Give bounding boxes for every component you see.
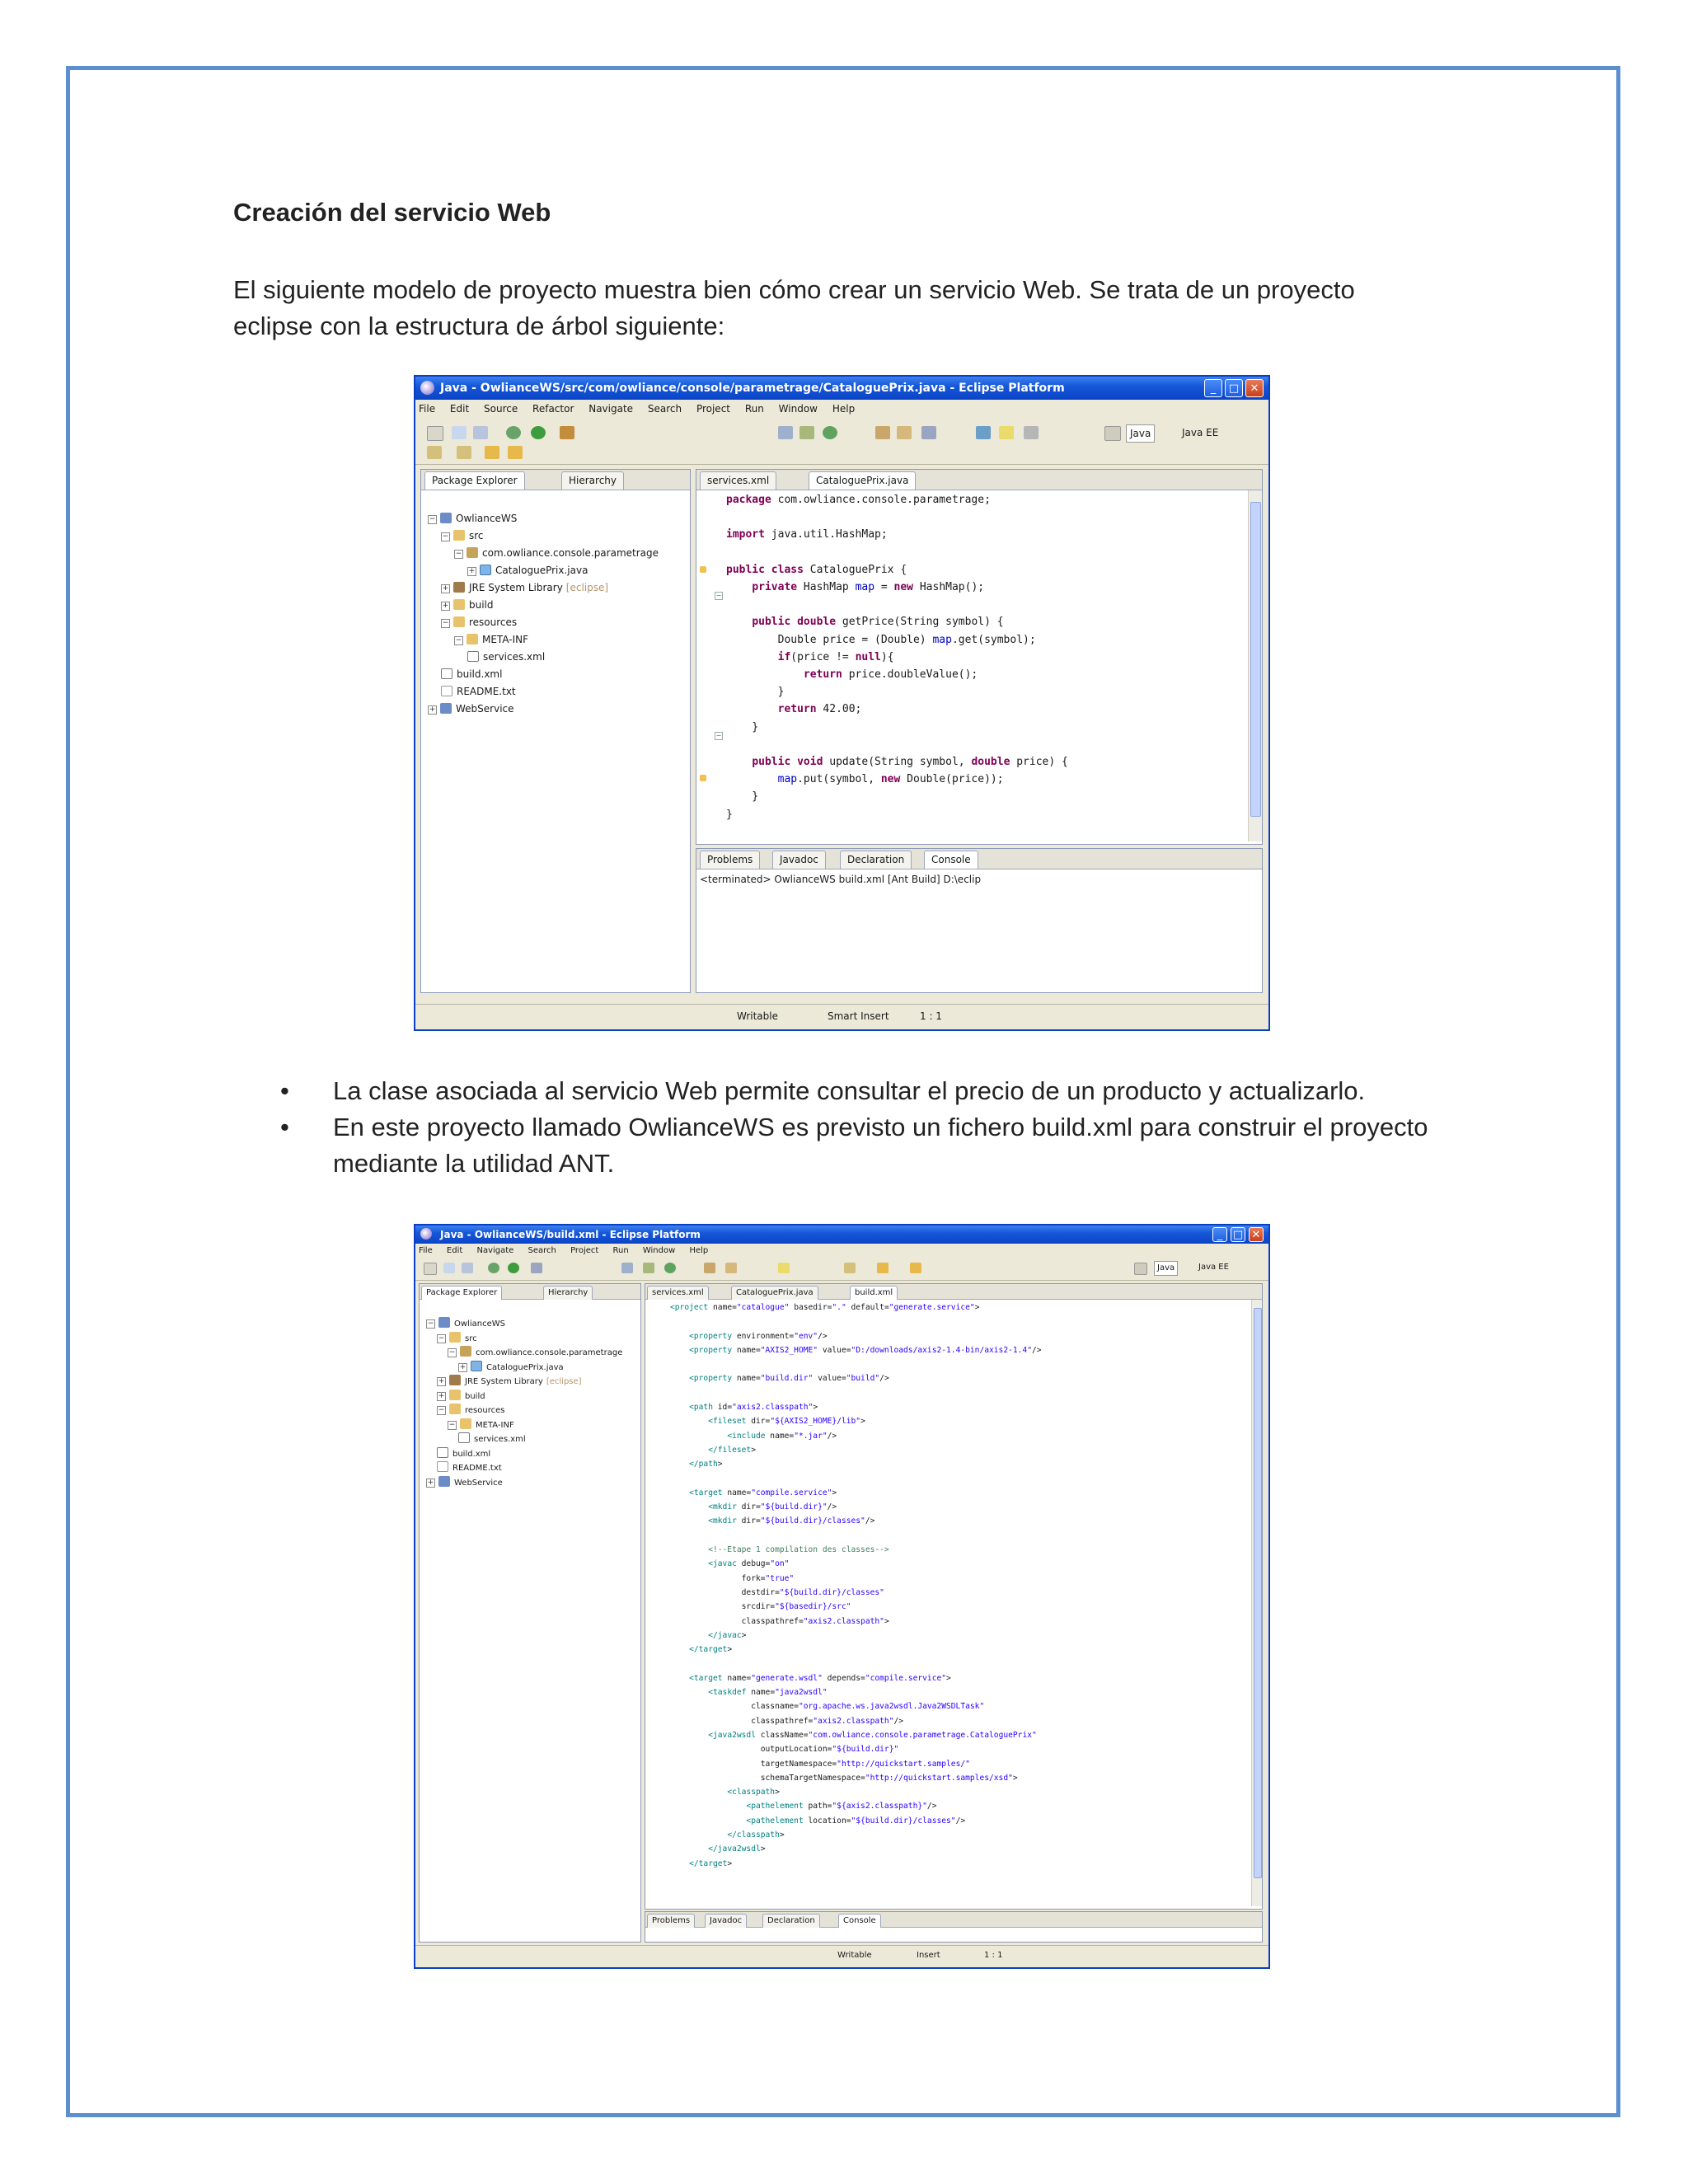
- tree-item[interactable]: [426, 1317, 505, 1332]
- tree-item-label: com.owliance.console.parametrage: [476, 1348, 623, 1357]
- window-title-bar: [415, 1226, 1268, 1244]
- menu-search[interactable]: Search: [647, 403, 682, 415]
- xml-file-icon: [458, 1432, 470, 1443]
- debug-icon[interactable]: [506, 426, 521, 439]
- code-line: }: [726, 808, 733, 821]
- code-line: map.put(symbol, new Double(price));: [777, 773, 1004, 786]
- status-bar: [415, 1004, 1268, 1029]
- menu-window[interactable]: Window: [642, 1246, 676, 1255]
- code-line: outputLocation="${build.dir}": [670, 1745, 899, 1755]
- code-line: <project name="catalogue" basedir="." default="generate.service">: [670, 1303, 980, 1312]
- text-file-icon: [441, 686, 452, 696]
- bullet-item: • La clase asociada al servicio Web permite consultar el precio de un producto y actualizarlo.: [280, 1073, 1475, 1109]
- code-line: </classpath>: [727, 1830, 785, 1840]
- package-icon: [467, 547, 478, 558]
- fold-icon[interactable]: −: [715, 592, 722, 599]
- open-perspective-icon[interactable]: [1104, 426, 1121, 441]
- new-package-icon[interactable]: [643, 1263, 654, 1273]
- tree-item[interactable]: [441, 667, 502, 682]
- tree-item-label: resources: [469, 616, 518, 628]
- code-line: classpathref="axis2.classpath"/>: [670, 1716, 904, 1726]
- code-line: </javac>: [708, 1630, 747, 1640]
- run-icon[interactable]: [508, 1263, 519, 1273]
- code-line: <taskdef name="java2wsdl": [708, 1688, 828, 1698]
- warning-marker-icon: [700, 566, 706, 573]
- console-pane: [696, 848, 1263, 993]
- project-icon: [438, 1476, 450, 1487]
- tree-item[interactable]: [454, 546, 659, 560]
- tab-hierarchy[interactable]: Hierarchy: [561, 471, 624, 490]
- menu-search[interactable]: Search: [528, 1246, 556, 1255]
- tree-item-label: WebService: [456, 703, 514, 715]
- new-package-icon[interactable]: [799, 426, 814, 439]
- open-resource-icon[interactable]: [897, 426, 912, 439]
- code-line: return price.doubleValue();: [803, 668, 978, 682]
- code-line: </target>: [689, 1645, 733, 1655]
- code-line: <classpath>: [727, 1788, 780, 1797]
- code-line: <property name="AXIS2_HOME" value="D:/downloads/axis2-1.4-bin/axis2-1.4"/>: [689, 1345, 1042, 1355]
- tree-item-label: build.xml: [457, 668, 503, 680]
- project-icon: [440, 513, 452, 523]
- project-icon: [440, 703, 452, 714]
- code-line: import java.util.HashMap;: [726, 528, 888, 541]
- tree-item-label: OwlianceWS: [456, 513, 518, 524]
- tree-expander-icon[interactable]: −: [442, 532, 449, 541]
- tab-package-explorer[interactable]: Package Explorer: [424, 471, 525, 490]
- external-tools-icon[interactable]: [560, 426, 574, 439]
- xml-file-icon: [437, 1447, 448, 1458]
- menu-project[interactable]: Project: [696, 403, 730, 415]
- code-line: [670, 1386, 1042, 1400]
- tab-services-xml[interactable]: services.xml: [700, 471, 776, 490]
- menu-file[interactable]: File: [419, 1246, 433, 1255]
- code-line: [670, 1472, 1042, 1486]
- tree-item[interactable]: [441, 528, 484, 543]
- next-annotation-icon[interactable]: [844, 1263, 856, 1273]
- tree-item[interactable]: [448, 1418, 514, 1433]
- code-line: <!--Etape 1 compilation des classes-->: [670, 1545, 889, 1555]
- folder-icon: [449, 1332, 461, 1343]
- search-icon[interactable]: [531, 1263, 542, 1273]
- code-line: targetNamespace="http://quickstart.samples/": [670, 1759, 970, 1769]
- tree-item-label: README.txt: [457, 686, 516, 697]
- menu-navigate[interactable]: Navigate: [588, 403, 634, 415]
- code-line: if(price != null){: [777, 650, 894, 663]
- code-line: fork="true": [670, 1573, 795, 1583]
- menu-run[interactable]: Run: [744, 403, 764, 415]
- project-icon: [438, 1317, 450, 1328]
- tab-package-explorer[interactable]: Package Explorer: [421, 1286, 502, 1300]
- tab-build-xml[interactable]: build.xml: [850, 1286, 898, 1300]
- tree-item-label: src: [465, 1333, 477, 1343]
- code-line: private HashMap map = new HashMap();: [752, 581, 985, 594]
- highlight-icon[interactable]: [999, 426, 1014, 439]
- new-icon[interactable]: [424, 1263, 437, 1275]
- back-icon[interactable]: [485, 446, 499, 459]
- menu-navigate[interactable]: Navigate: [476, 1246, 514, 1255]
- code-line: return 42.00;: [777, 703, 862, 716]
- folder-icon: [453, 530, 465, 541]
- tree-item-label: com.owliance.console.parametrage: [482, 547, 659, 559]
- code-line: [726, 544, 1068, 561]
- tree-expander-icon[interactable]: −: [442, 619, 449, 627]
- package-explorer-pane: [420, 469, 691, 993]
- maximize-icon[interactable]: □: [1225, 379, 1243, 397]
- tree-expander-icon[interactable]: +: [429, 705, 436, 714]
- close-icon[interactable]: ✕: [1245, 379, 1264, 397]
- package-explorer-pane: [419, 1283, 641, 1943]
- intro-paragraph: El siguiente modelo de proyecto muestra bien cómo crear un servicio Web. Se trata de un proyecto eclipse con la estructura de árbol siguiente:: [233, 275, 1355, 340]
- tab-catalogueprix-java[interactable]: CataloguePrix.java: [731, 1286, 818, 1300]
- tree-expander-icon[interactable]: −: [438, 1333, 445, 1343]
- tree-item-label: resources: [465, 1406, 505, 1415]
- status-writable: Writable: [737, 1010, 778, 1022]
- tree-item-label: services.xml: [474, 1435, 526, 1444]
- tree-item-label: META-INF: [482, 634, 529, 645]
- menu-window[interactable]: Window: [778, 403, 818, 415]
- perspective-java[interactable]: Java: [1126, 424, 1155, 443]
- tree-item-label: build: [465, 1391, 485, 1401]
- annotation-nav-icon[interactable]: [427, 446, 442, 459]
- window-title-bar: [415, 377, 1268, 400]
- tree-item[interactable]: [437, 1404, 504, 1418]
- main-toolbar: [415, 1258, 1268, 1281]
- bullet-list: [280, 1073, 1475, 1182]
- code-line: <pathelement path="${axis2.classpath}"/>: [746, 1802, 937, 1811]
- window-title: Java - OwlianceWS/build.xml - Eclipse Platform: [440, 1229, 701, 1240]
- new-class-icon[interactable]: [664, 1263, 676, 1273]
- menu-source[interactable]: Source: [484, 403, 518, 415]
- tree-expander-icon[interactable]: −: [448, 1348, 456, 1357]
- console-status-text: <terminated> OwlianceWS build.xml [Ant Build] D:\eclip: [700, 874, 982, 885]
- eclipse-app-icon: [420, 381, 434, 395]
- status-bar: [415, 1945, 1268, 1967]
- tab-declaration[interactable]: Declaration: [840, 851, 912, 869]
- code-line: <target name="generate.wsdl" depends="compile.service">: [689, 1673, 951, 1683]
- java-file-icon: [480, 565, 491, 575]
- code-line: <include name="*.jar"/>: [727, 1431, 837, 1441]
- folder-icon: [449, 1390, 461, 1400]
- tree-item-label: services.xml: [483, 651, 546, 663]
- print-icon[interactable]: [462, 1263, 473, 1273]
- code-line: <path id="axis2.classpath">: [689, 1403, 818, 1413]
- open-folder-icon[interactable]: [704, 1263, 715, 1273]
- tree-item[interactable]: [426, 1476, 503, 1491]
- folder-icon: [449, 1404, 461, 1414]
- tab-problems[interactable]: Problems: [700, 851, 760, 869]
- tab-catalogueprix-java[interactable]: CataloguePrix.java: [809, 471, 916, 490]
- bottom-views-pane: [645, 1911, 1263, 1943]
- tree-item[interactable]: [441, 598, 494, 612]
- run-icon[interactable]: [531, 426, 546, 439]
- back-icon[interactable]: [877, 1263, 889, 1273]
- status-cursor-position: 1 : 1: [984, 1951, 1003, 1960]
- tab-console[interactable]: Console: [924, 851, 978, 869]
- debug-icon[interactable]: [488, 1263, 499, 1273]
- tab-console[interactable]: Console: [838, 1914, 881, 1928]
- tree-item-label: build.xml: [452, 1449, 491, 1459]
- tree-expander-icon[interactable]: +: [442, 602, 449, 610]
- xml-file-icon: [467, 651, 479, 662]
- code-line: </target>: [689, 1858, 733, 1868]
- warning-marker-icon: [700, 775, 706, 781]
- eclipse-window-java-editor: [414, 375, 1270, 1031]
- code-line: }: [726, 720, 759, 733]
- maximize-icon[interactable]: □: [1231, 1227, 1245, 1242]
- perspective-java-ee[interactable]: Java EE: [1198, 1263, 1229, 1272]
- tree-item[interactable]: [428, 701, 514, 716]
- menu-help[interactable]: Help: [689, 1246, 709, 1255]
- tree-item[interactable]: [458, 1432, 526, 1447]
- tab-hierarchy[interactable]: Hierarchy: [543, 1286, 593, 1300]
- tree-expander-icon[interactable]: −: [438, 1406, 445, 1414]
- section-heading: Creación del servicio Web: [233, 198, 551, 227]
- close-icon[interactable]: ✕: [1249, 1227, 1264, 1242]
- tree-item-suffix: [eclipse]: [565, 582, 609, 593]
- tab-javadoc[interactable]: Javadoc: [705, 1914, 747, 1928]
- editor-scrollbar[interactable]: [1251, 1300, 1262, 1906]
- code-line: <java2wsdl className="com.owliance.console.parametrage.CataloguePrix": [708, 1730, 1037, 1740]
- xml-code: [670, 1301, 1042, 1871]
- open-perspective-icon[interactable]: [1134, 1263, 1147, 1275]
- search-icon[interactable]: [921, 426, 936, 439]
- tree-item-label: src: [469, 530, 484, 541]
- code-line: [670, 1357, 1042, 1371]
- code-line: }: [726, 686, 785, 699]
- print-icon[interactable]: [473, 426, 488, 439]
- open-type-icon[interactable]: [621, 1263, 633, 1273]
- tree-item-suffix: [eclipse]: [546, 1377, 582, 1386]
- code-line: public double getPrice(String symbol) {: [752, 616, 1004, 629]
- eclipse-app-icon: [420, 1228, 432, 1240]
- bullet-item: • En este proyecto llamado OwlianceWS es previsto un fichero build.xml para construir el proyecto mediante la utilidad ANT.: [280, 1109, 1475, 1182]
- code-line: <javac debug="on": [708, 1559, 790, 1569]
- code-line: classname="org.apache.ws.java2wsdl.Java2WSDLTask": [670, 1702, 985, 1712]
- menu-file[interactable]: File: [419, 403, 436, 415]
- code-line: [726, 596, 1068, 613]
- tree-item[interactable]: [437, 1332, 477, 1347]
- open-type-icon[interactable]: [778, 426, 793, 439]
- tree-item[interactable]: [467, 563, 588, 578]
- toggle-mark-icon[interactable]: [976, 426, 991, 439]
- tree-item-label: META-INF: [476, 1420, 514, 1430]
- code-line: [726, 509, 1068, 526]
- code-line: <mkdir dir="${build.dir}/classes"/>: [708, 1516, 875, 1526]
- tree-item-label: JRE System Library: [469, 582, 563, 593]
- code-line: [670, 1529, 1042, 1543]
- status-writable: Writable: [837, 1951, 872, 1960]
- tree-item[interactable]: [448, 1346, 622, 1361]
- tree-item[interactable]: [441, 615, 517, 630]
- code-line: <fileset dir="${AXIS2_HOME}/lib">: [708, 1417, 865, 1427]
- code-line: [670, 1315, 1042, 1329]
- tree-item[interactable]: [437, 1461, 502, 1476]
- next-annotation-icon[interactable]: [457, 446, 471, 459]
- folder-icon: [453, 616, 465, 627]
- status-cursor-position: 1 : 1: [920, 1010, 942, 1022]
- code-line: </path>: [689, 1460, 723, 1469]
- library-icon: [453, 582, 465, 593]
- status-insert-mode: Smart Insert: [828, 1010, 889, 1022]
- forward-icon[interactable]: [910, 1263, 921, 1273]
- save-icon[interactable]: [443, 1263, 455, 1273]
- tree-item-label: JRE System Library: [465, 1377, 543, 1386]
- minimize-icon[interactable]: _: [1204, 379, 1222, 397]
- folder-icon: [453, 599, 465, 610]
- code-line: package com.owliance.console.parametrage;: [726, 494, 991, 506]
- tree-expander-icon[interactable]: −: [455, 550, 462, 558]
- xml-file-icon: [441, 668, 452, 679]
- code-line: <property environment="env"/>: [689, 1331, 828, 1341]
- tree-item-label: WebService: [454, 1478, 503, 1488]
- tree-item[interactable]: [454, 632, 528, 647]
- library-icon: [449, 1375, 461, 1385]
- window-title: Java - OwlianceWS/src/com/owliance/console/parametrage/CataloguePrix.java - Eclipse Platform: [440, 382, 1065, 395]
- eclipse-window-build-xml: [414, 1224, 1270, 1969]
- code-line: public class CataloguePrix {: [726, 563, 907, 576]
- tree-expander-icon[interactable]: −: [455, 636, 462, 644]
- tree-expander-icon[interactable]: −: [429, 515, 436, 523]
- code-line: srcdir="${basedir}/src": [670, 1602, 851, 1612]
- highlight-icon[interactable]: [778, 1263, 790, 1273]
- editor-pane: [645, 1283, 1263, 1910]
- tree-item-label: README.txt: [452, 1464, 502, 1473]
- menu-help[interactable]: Help: [832, 403, 856, 415]
- tree-expander-icon[interactable]: +: [459, 1362, 467, 1371]
- code-line: <target name="compile.service">: [689, 1488, 837, 1497]
- menu-edit[interactable]: Edit: [449, 403, 470, 415]
- menu-edit[interactable]: Edit: [446, 1246, 463, 1255]
- java-code: [726, 491, 1068, 823]
- tree-expander-icon[interactable]: +: [438, 1391, 445, 1400]
- text-file-icon: [437, 1461, 448, 1472]
- tree-expander-icon[interactable]: +: [442, 584, 449, 593]
- tab-declaration[interactable]: Declaration: [762, 1914, 820, 1928]
- tree-item-label: CataloguePrix.java: [486, 1362, 564, 1372]
- new-class-icon[interactable]: [823, 426, 837, 439]
- code-line: destdir="${build.dir}/classes": [670, 1587, 884, 1597]
- perspective-java[interactable]: Java: [1154, 1261, 1178, 1276]
- tree-item[interactable]: [467, 649, 545, 664]
- code-line: <mkdir dir="${build.dir}"/>: [708, 1502, 837, 1512]
- forward-icon[interactable]: [508, 446, 523, 459]
- tree-item-label: CataloguePrix.java: [495, 565, 588, 576]
- minimize-icon[interactable]: _: [1212, 1227, 1227, 1242]
- editor-scrollbar[interactable]: [1248, 490, 1262, 841]
- tree-expander-icon[interactable]: +: [468, 567, 476, 575]
- tree-item[interactable]: [441, 684, 516, 699]
- folder-icon: [460, 1418, 471, 1429]
- open-resource-icon[interactable]: [725, 1263, 737, 1273]
- code-line: </java2wsdl>: [708, 1844, 766, 1854]
- menu-refactor[interactable]: Refactor: [532, 403, 574, 415]
- java-file-icon: [471, 1361, 482, 1371]
- tree-item[interactable]: [441, 580, 608, 595]
- menu-run[interactable]: Run: [612, 1246, 629, 1255]
- perspective-java-ee[interactable]: Java EE: [1182, 427, 1219, 438]
- menu-project[interactable]: Project: [570, 1246, 599, 1255]
- tree-item-label: build: [469, 599, 494, 611]
- code-line: <property name="build.dir" value="build"/>: [689, 1374, 889, 1384]
- menu-bar: [415, 400, 1268, 418]
- code-line: [726, 736, 1068, 753]
- code-line: public void update(String symbol, double price) {: [752, 756, 1068, 769]
- code-line: [670, 1657, 1042, 1671]
- tree-item-label: OwlianceWS: [454, 1319, 505, 1329]
- package-icon: [460, 1346, 471, 1357]
- fold-icon[interactable]: −: [715, 732, 722, 739]
- tab-javadoc[interactable]: Javadoc: [772, 851, 826, 869]
- tree-item[interactable]: [437, 1390, 485, 1404]
- tab-services-xml[interactable]: services.xml: [647, 1286, 709, 1300]
- code-line: classpathref="axis2.classpath">: [670, 1616, 889, 1626]
- folder-icon: [467, 634, 478, 644]
- tree-item[interactable]: [458, 1361, 564, 1376]
- pin-icon[interactable]: [1024, 426, 1039, 439]
- new-icon[interactable]: [427, 426, 443, 441]
- code-line: }: [726, 790, 759, 804]
- code-line: Double price = (Double) map.get(symbol);: [726, 633, 1036, 646]
- main-toolbar: [415, 418, 1268, 465]
- status-insert-mode: Insert: [917, 1951, 940, 1960]
- tree-expander-icon[interactable]: +: [438, 1377, 445, 1385]
- code-line: <pathelement location="${build.dir}/classes"/>: [746, 1816, 966, 1825]
- editor-pane: [696, 469, 1263, 845]
- menu-bar: [415, 1244, 1268, 1258]
- tree-expander-icon[interactable]: −: [448, 1420, 456, 1429]
- tree-expander-icon[interactable]: −: [427, 1319, 434, 1328]
- tree-expander-icon[interactable]: +: [427, 1478, 434, 1487]
- tree-item[interactable]: [428, 511, 517, 526]
- tree-item[interactable]: [437, 1447, 490, 1462]
- tree-item[interactable]: [437, 1375, 582, 1390]
- code-line: </fileset>: [708, 1445, 756, 1455]
- code-line: schemaTargetNamespace="http://quickstart.samples/xsd">: [670, 1773, 1018, 1783]
- save-icon[interactable]: [452, 426, 467, 439]
- open-folder-icon[interactable]: [875, 426, 890, 439]
- tab-problems[interactable]: Problems: [647, 1914, 695, 1928]
